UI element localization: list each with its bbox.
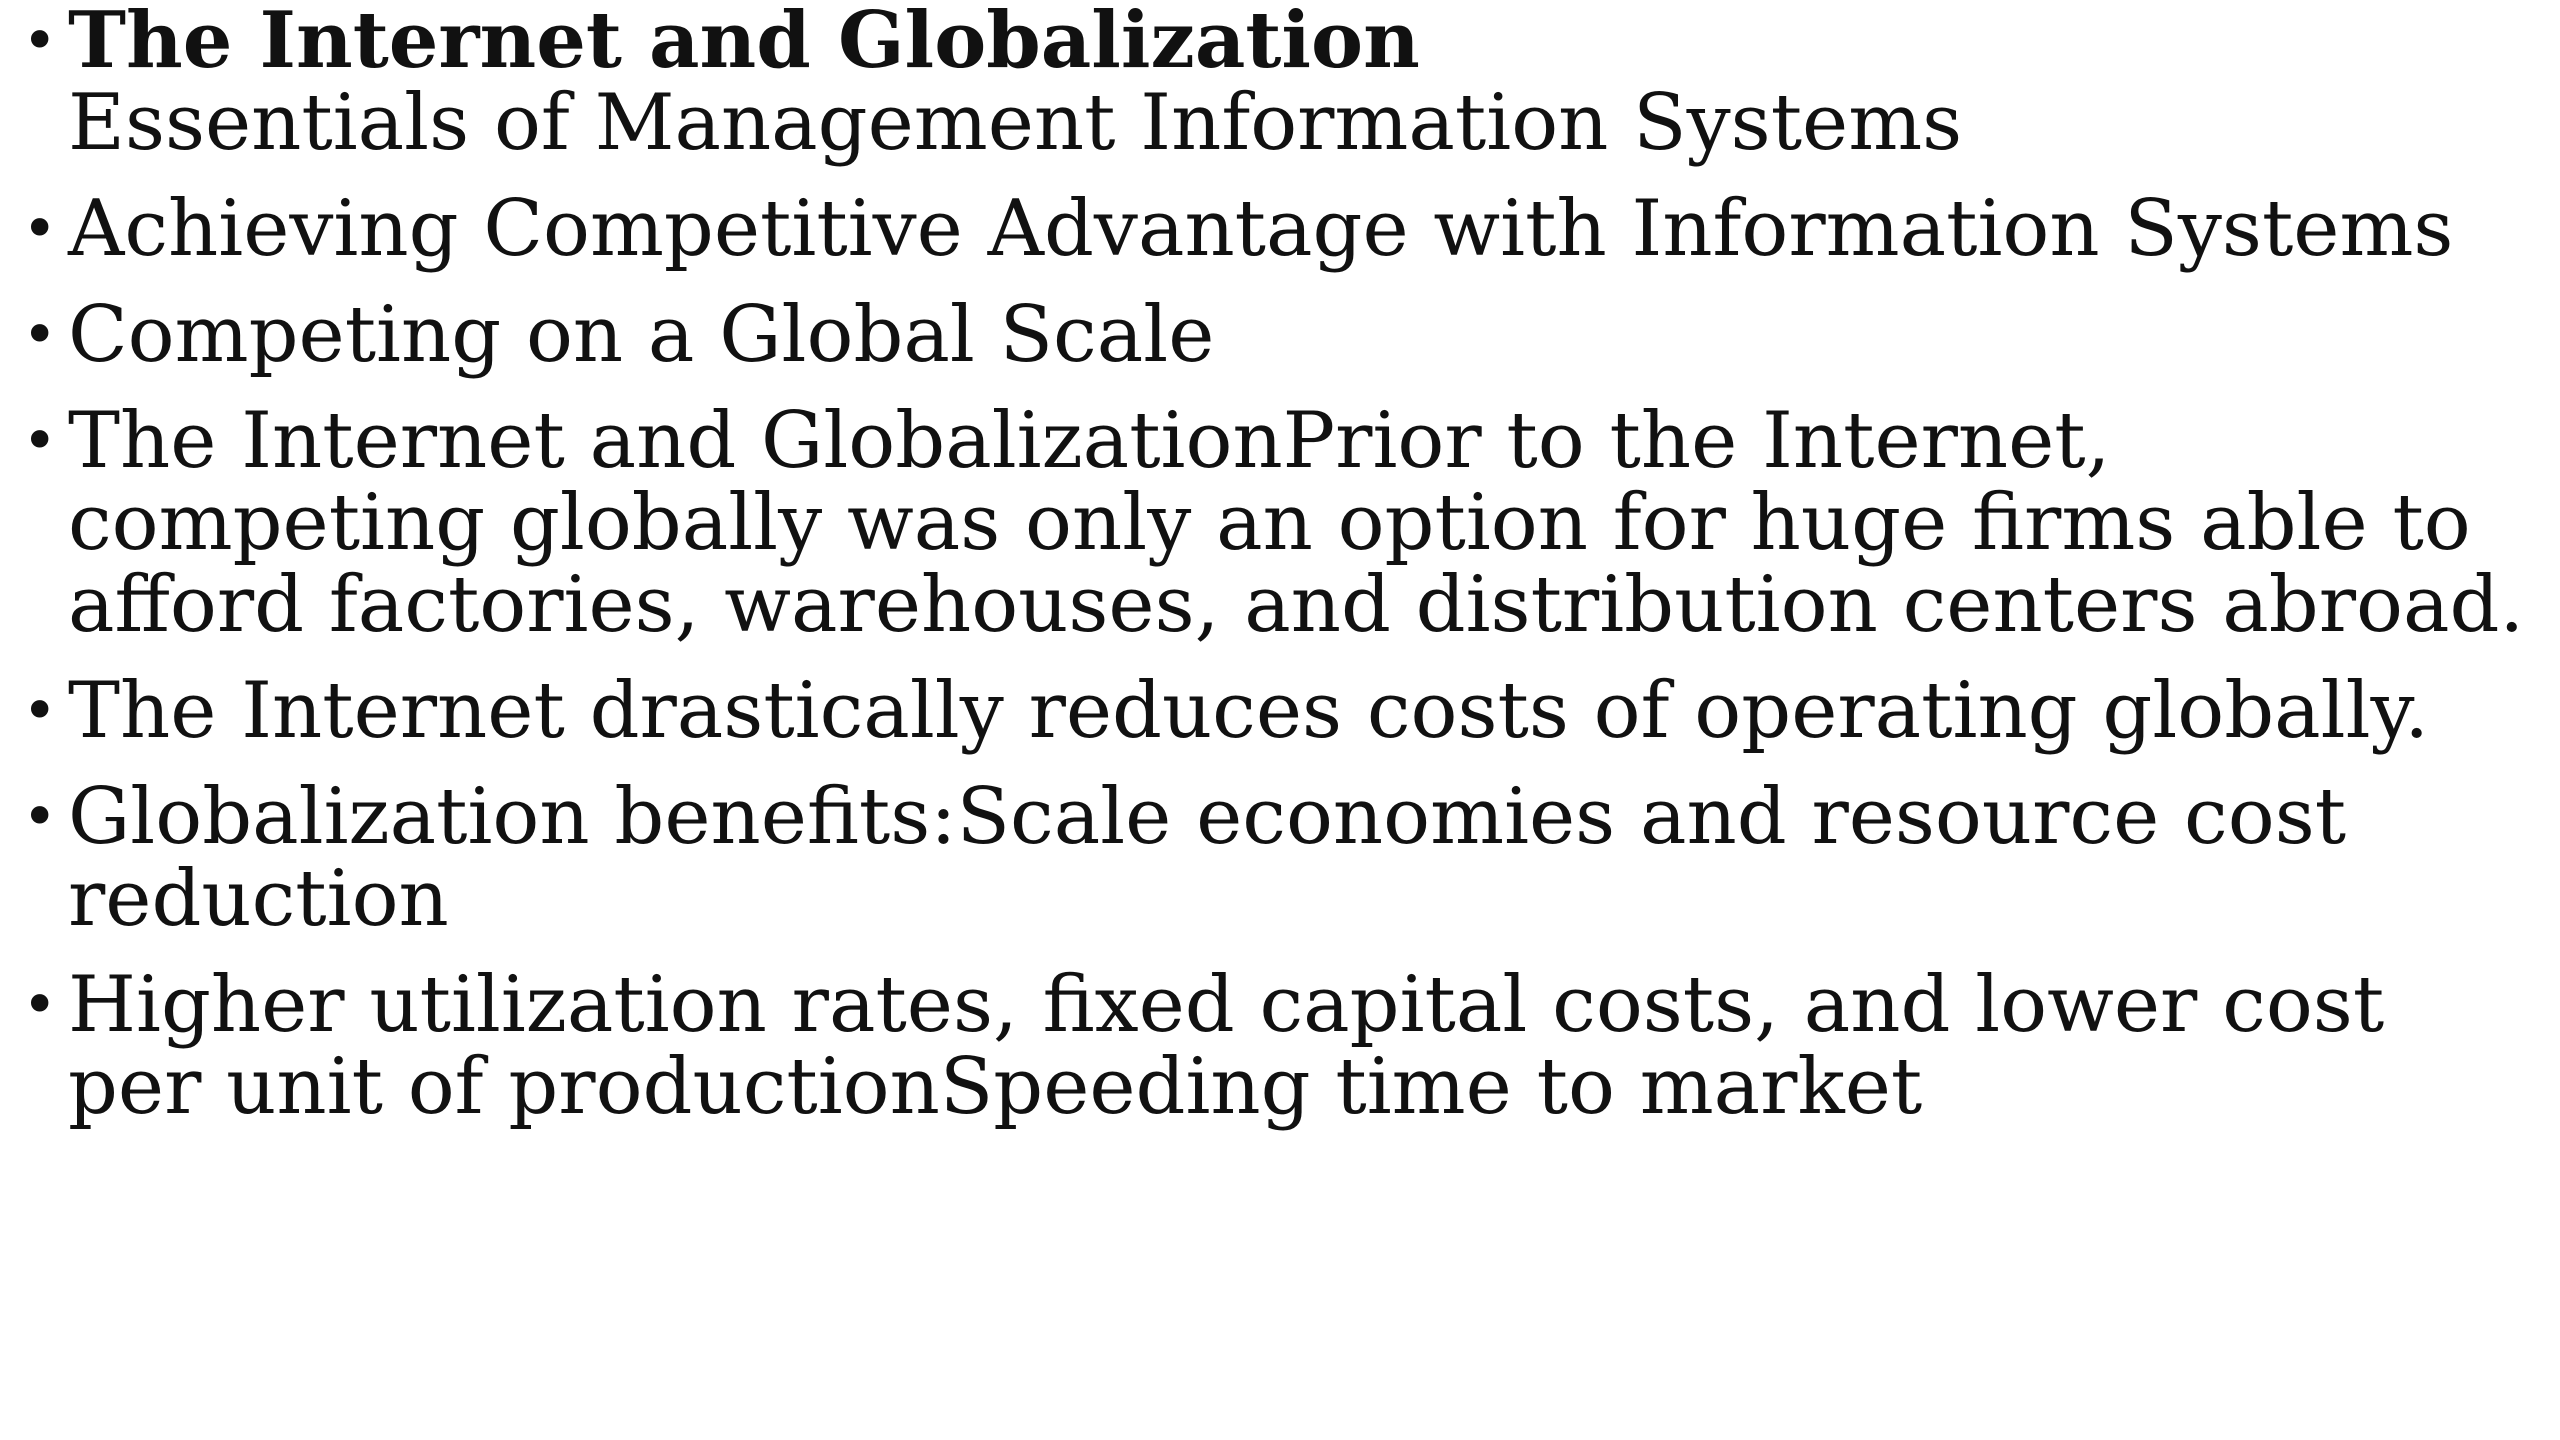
list-item [16,290,2540,380]
bullet-text: Competing on a Global Scale [68,290,1215,380]
bullet-icon: • [22,676,58,746]
list-item [16,772,2540,944]
list-item [16,396,2540,650]
bullet-text: Higher utilization rates, fixed capital costs, and lower cost per unit of productionSpeeding time to market [68,960,2385,1132]
bullet-text: The Internet drastically reduces costs of operating globally. [68,666,2430,756]
bullet-icon: • [22,406,58,476]
bullet-text: Globalization benefits:Scale economies and resource cost reduction [68,772,2347,944]
bullet-text: Achieving Competitive Advantage with Information Systems [68,184,2454,274]
bullet-icon: • [22,782,58,852]
bullet-icon: • [22,194,58,264]
bullet-text: The Internet and GlobalizationPrior to the Internet, competing globally was only an option for huge firms able to afford factories, warehouses, and distribution centers abroad. [68,396,2525,650]
list-item [16,184,2540,274]
bullet-icon: • [22,6,58,76]
bullet-list [16,0,2540,1132]
slide-title: The Internet and Globalization [68,0,1420,86]
list-item [16,960,2540,1132]
bullet-icon: • [22,300,58,370]
list-item-title [16,0,2540,168]
bullet-icon: • [22,970,58,1040]
slide-subtitle: Essentials of Management Information Systems [68,78,1963,168]
list-item [16,666,2540,756]
